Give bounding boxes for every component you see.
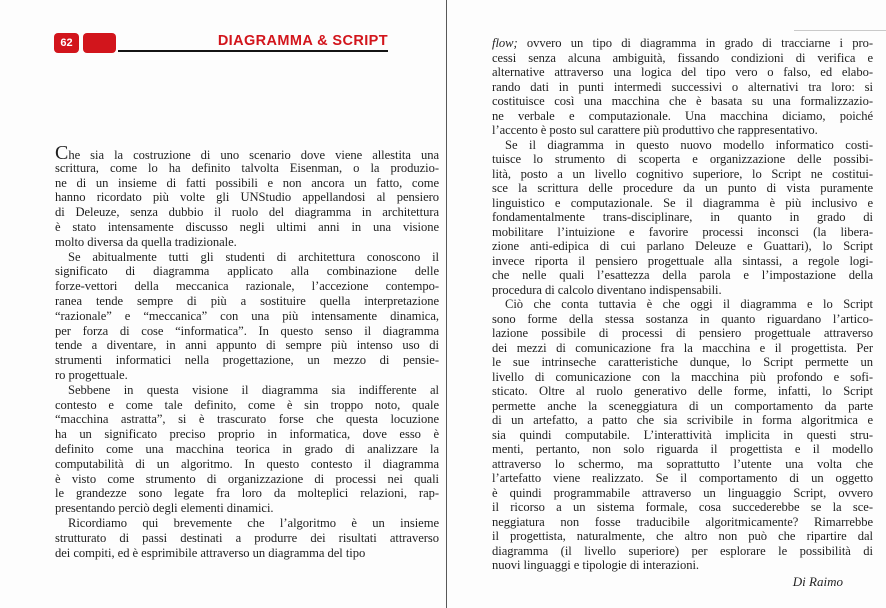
text-line: tende a diventare, in anni appunto di sempre più intenso uso di xyxy=(55,338,439,353)
text-line: le sue intrinseche caratteristiche dunque, lo Script permette un xyxy=(492,355,873,369)
text-line: nuovi linguaggi e tipologie di interazioni. xyxy=(492,558,700,572)
text-line: lità, posto a un livello cognitivo superiore, lo Script ne costitui- xyxy=(492,166,873,181)
dropcap-initial: C xyxy=(55,142,69,164)
text-line: “razionale” e “meccanica” con una più intensamente dinamica, xyxy=(55,308,439,323)
header-rule xyxy=(118,50,388,52)
text-line: forze-vettori della meccanica razionale, l’accezione contempo- xyxy=(55,279,439,294)
text-line: sia quindi computabile. L’interattività implicita in questi stru- xyxy=(492,427,873,442)
text-line: hanno ricordato più volte gli UNStudio appellandosi al pensiero xyxy=(55,190,439,205)
text-line: computabilità di un algoritmo. In questo contesto il diagramma xyxy=(55,456,439,471)
paragraph xyxy=(492,36,873,138)
page-number-badge xyxy=(54,33,79,53)
left-page-text xyxy=(55,142,439,560)
text-line: costituisce così una macchina che è basata su una formalizzazio- xyxy=(492,94,873,108)
text-line: definito come una macchina teorica in grado di analizzare la xyxy=(55,441,439,456)
paragraph xyxy=(55,250,439,383)
text-line: il ricorso a un sistema formale, cosa succederebbe se la sce- xyxy=(492,500,873,514)
text-line: linguistico e computazionale. Se il diagramma è più inclusivo e xyxy=(492,195,873,210)
text-line: Ciò che conta tuttavia è che oggi il diagramma e lo Script xyxy=(505,297,873,311)
text-line: neggiatura non fosse traducibile algoritmicamente? Rimarrebbe xyxy=(492,514,873,529)
text-line: sticato. Oltre al ruolo generativo delle forme, infatti, lo Script xyxy=(492,384,873,398)
text-line: permette anche la sceneggiatura di un comportamento da parte xyxy=(492,398,873,413)
text-line: presentando perciò degli elementi dinamici. xyxy=(55,501,274,516)
paragraph xyxy=(55,383,439,516)
text-line: è visto come strumento di organizzazione di processi nei quali xyxy=(55,471,439,486)
text-line: strutturato di passi destinati a produrre dei risultati attraverso xyxy=(55,530,439,545)
text-line: Ricordiamo qui brevemente che l’algoritmo è un insieme xyxy=(68,515,439,530)
text-line: sono forme della stessa sostanza in quanto riguardano l’artico- xyxy=(492,311,873,326)
text-line: il progettista, naturalmente, che altro non può che ripartire dal xyxy=(492,529,873,543)
text-line: che nelle quali l’esattezza della parola e l’impostazione della xyxy=(492,268,873,282)
text-line: ro progettuale. xyxy=(55,367,128,382)
text-line: ranea tende sempre di più a sostituire quella interpretazione xyxy=(55,293,439,308)
text-line: cessi senza alcuna ambiguità, fissando condizioni di verifica e xyxy=(492,50,873,65)
author-signature: Di Raimo xyxy=(792,574,843,589)
italic-lead: flow; xyxy=(492,36,518,50)
text-line: lazione possibile di processi di pensiero progettuale attraverso xyxy=(492,326,873,340)
paragraph xyxy=(55,142,439,250)
text-line: di un artefatto, a patto che sia scrivibile in forma algoritmica e xyxy=(492,413,873,427)
paragraph xyxy=(492,138,873,298)
text-line: ne di un insieme di fatti possibili e non ancora un fatto, come xyxy=(55,175,439,190)
text-line: le grandezze sono legate fra loro da molteplici relazioni, rap- xyxy=(55,486,439,501)
text-line: ne verbale e computazionale. Una macchina diciamo, poiché xyxy=(492,108,873,123)
text-line: l’accento è posto sul carattere più produttivo che rappresentativo. xyxy=(492,123,818,137)
text-line: strumenti informatici nella progettazione, un mezzo di pensie- xyxy=(55,353,439,368)
header-red-block xyxy=(83,33,116,53)
right-page-header-rule xyxy=(794,30,886,31)
text-line: diagramma (il livello superiore) per esplorare le possibilità di xyxy=(492,543,873,558)
text-line: è quindi programmabile attraverso un linguaggio Script, ovvero xyxy=(492,485,873,500)
text-line: molto diversa da quella tradizionale. xyxy=(55,234,237,249)
text-line: significato di diagramma applicato alla combinazione delle xyxy=(55,264,439,279)
text-line: contesto e come tale definito, come è sin troppo noto, quale xyxy=(55,397,439,412)
text-line: mobilitare l’intuizione e favorire processi inconsci (la libera- xyxy=(492,224,873,239)
text-line: Che sia la costruzione di uno scenario dove viene allestita una xyxy=(55,142,439,164)
chapter-title: DIAGRAMMA & SCRIPT xyxy=(217,33,388,49)
text-line: dei mezzi di comunicazione fra la macchina e il progettista. Per xyxy=(492,340,873,355)
text-line: fondamentalmente trans-disciplinare, in quanto in grado di xyxy=(492,210,873,224)
text-line: sce la scrittura delle procedure da un punto di vista puramente xyxy=(492,181,873,195)
text-line: Se abitualmente tutti gli studenti di architettura conoscono il xyxy=(68,249,439,264)
text-line: livello di comunicazione con la macchina più profondo e sofi- xyxy=(492,369,873,384)
paragraph xyxy=(55,516,439,560)
text-line: alternative attraverso una logica del tipo vero o falso, ed elabo- xyxy=(492,65,873,79)
text-line: l’artefatto viene realizzato. Se il comportamento di un oggetto xyxy=(492,471,873,485)
text-line: rando dati in punti intermedi successivi o alternativi tra loro: si xyxy=(492,79,873,94)
right-page-text xyxy=(492,36,873,573)
text-line: attraverso lo schermo, ma soprattutto l’utente una volta che xyxy=(492,456,873,471)
text-line: menti, pertanto, non solo riguarda il progettista e il modello xyxy=(492,442,873,456)
paragraph xyxy=(492,297,873,573)
text-line: tuisce lo strumento di scoperta e organizzazione delle possibi- xyxy=(492,152,873,166)
text-line: Se il diagramma in questo nuovo modello informatico costi- xyxy=(505,137,873,152)
text-line: procedura di calcolo diventano indispensabili. xyxy=(492,282,722,297)
page-number: 62 xyxy=(60,37,73,49)
text-line: Sebbene in questa visione il diagramma sia indifferente al xyxy=(68,382,439,397)
text-line: è stato intensamente discusso negli ultimi anni in una visione xyxy=(55,219,439,234)
text-line: scrittura, come lo ha definito talvolta Eisenman, o la produzio- xyxy=(55,160,439,175)
text-line: flow; ovvero un tipo di diagramma in grado di tracciarne i pro- xyxy=(492,36,873,50)
text-line: “macchina astratta”, si è trascurato forse che questa locuzione xyxy=(55,412,439,427)
text-line: di Deleuze, senza dubbio il ruolo del diagramma in architettura xyxy=(55,205,439,220)
text-line: ha un significato preciso proprio in informatica, dove esso è xyxy=(55,427,439,442)
text-line: dei compiti, ed è esprimibile attraverso un diagramma del tipo xyxy=(55,545,366,560)
text-line: per forza di cose “informatica”. In questo senso il diagramma xyxy=(55,323,439,338)
page-gutter-line xyxy=(446,0,447,608)
text-line: zione anti-edipica di cui parlano Deleuze e Guattari), lo Script xyxy=(492,239,873,253)
text-line: invece riporta il pensiero progettuale alla sintassi, a regole logi- xyxy=(492,253,873,268)
